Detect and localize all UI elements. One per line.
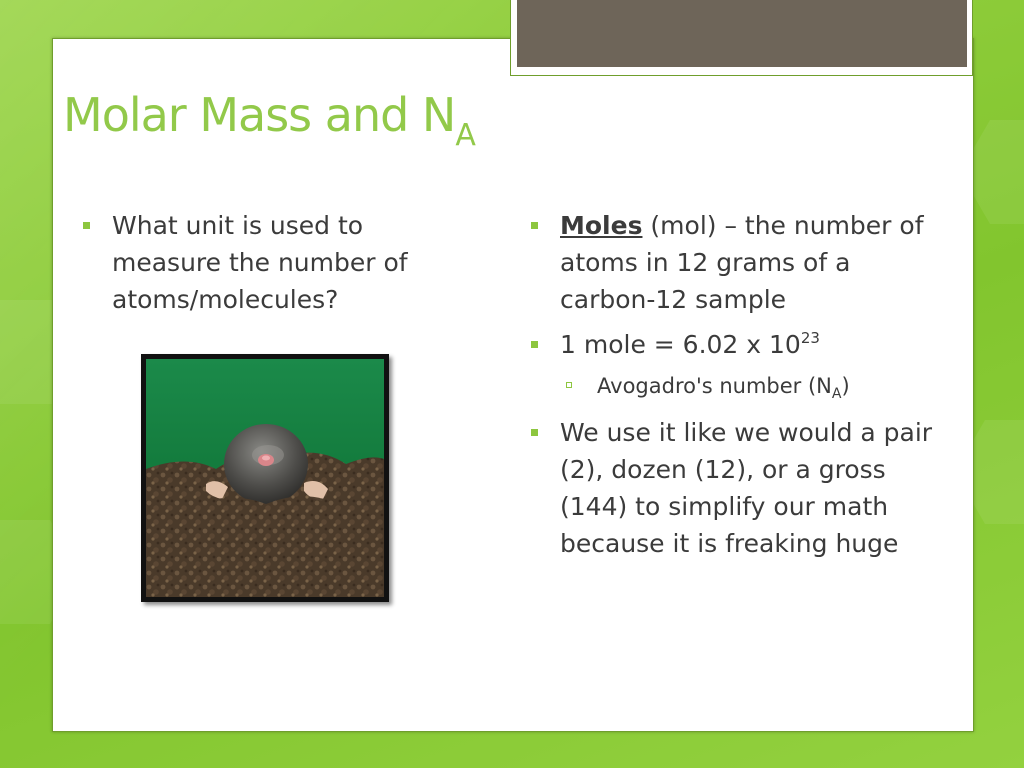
title-subscript: A xyxy=(455,118,475,153)
square-bullet-icon xyxy=(83,222,90,229)
left-bullet-text: What unit is used to measure the number of atoms/molecules? xyxy=(112,211,408,314)
mole-photo xyxy=(141,354,389,602)
avogadro-subscript: A xyxy=(831,386,842,402)
usage-bullet xyxy=(528,414,948,562)
usage-text: We use it like we would a pair (2), dozen (12), or a gross (144) to simplify our math because it is freaking huge xyxy=(560,418,933,558)
title-text: Molar Mass and N xyxy=(63,88,456,142)
avogadro-text: Avogadro's number (N xyxy=(597,374,832,398)
right-bullet-list xyxy=(528,207,948,562)
right-column xyxy=(528,207,948,570)
square-bullet-icon xyxy=(531,222,538,229)
mole-image-icon xyxy=(146,359,384,597)
left-bullet-list xyxy=(80,207,470,318)
avogadro-sub-bullet xyxy=(528,371,948,404)
moles-definition-text: (mol) – the number of atoms in 12 grams of a carbon-12 sample xyxy=(560,211,924,314)
avogadro-suffix: ) xyxy=(841,374,850,398)
exponent-superscript: 23 xyxy=(800,329,820,347)
square-bullet-icon xyxy=(531,429,538,436)
left-column xyxy=(80,207,470,326)
slide-title xyxy=(63,88,475,153)
header-tab-bar xyxy=(517,0,967,67)
hollow-square-bullet-icon xyxy=(566,382,572,388)
mole-value-bullet xyxy=(528,326,948,367)
mole-value-text: 1 mole = 6.02 x 10 xyxy=(560,330,801,359)
left-bullet-item xyxy=(80,207,470,318)
moles-term: Moles xyxy=(560,211,643,240)
moles-definition-bullet xyxy=(528,207,948,318)
square-bullet-icon xyxy=(531,341,538,348)
